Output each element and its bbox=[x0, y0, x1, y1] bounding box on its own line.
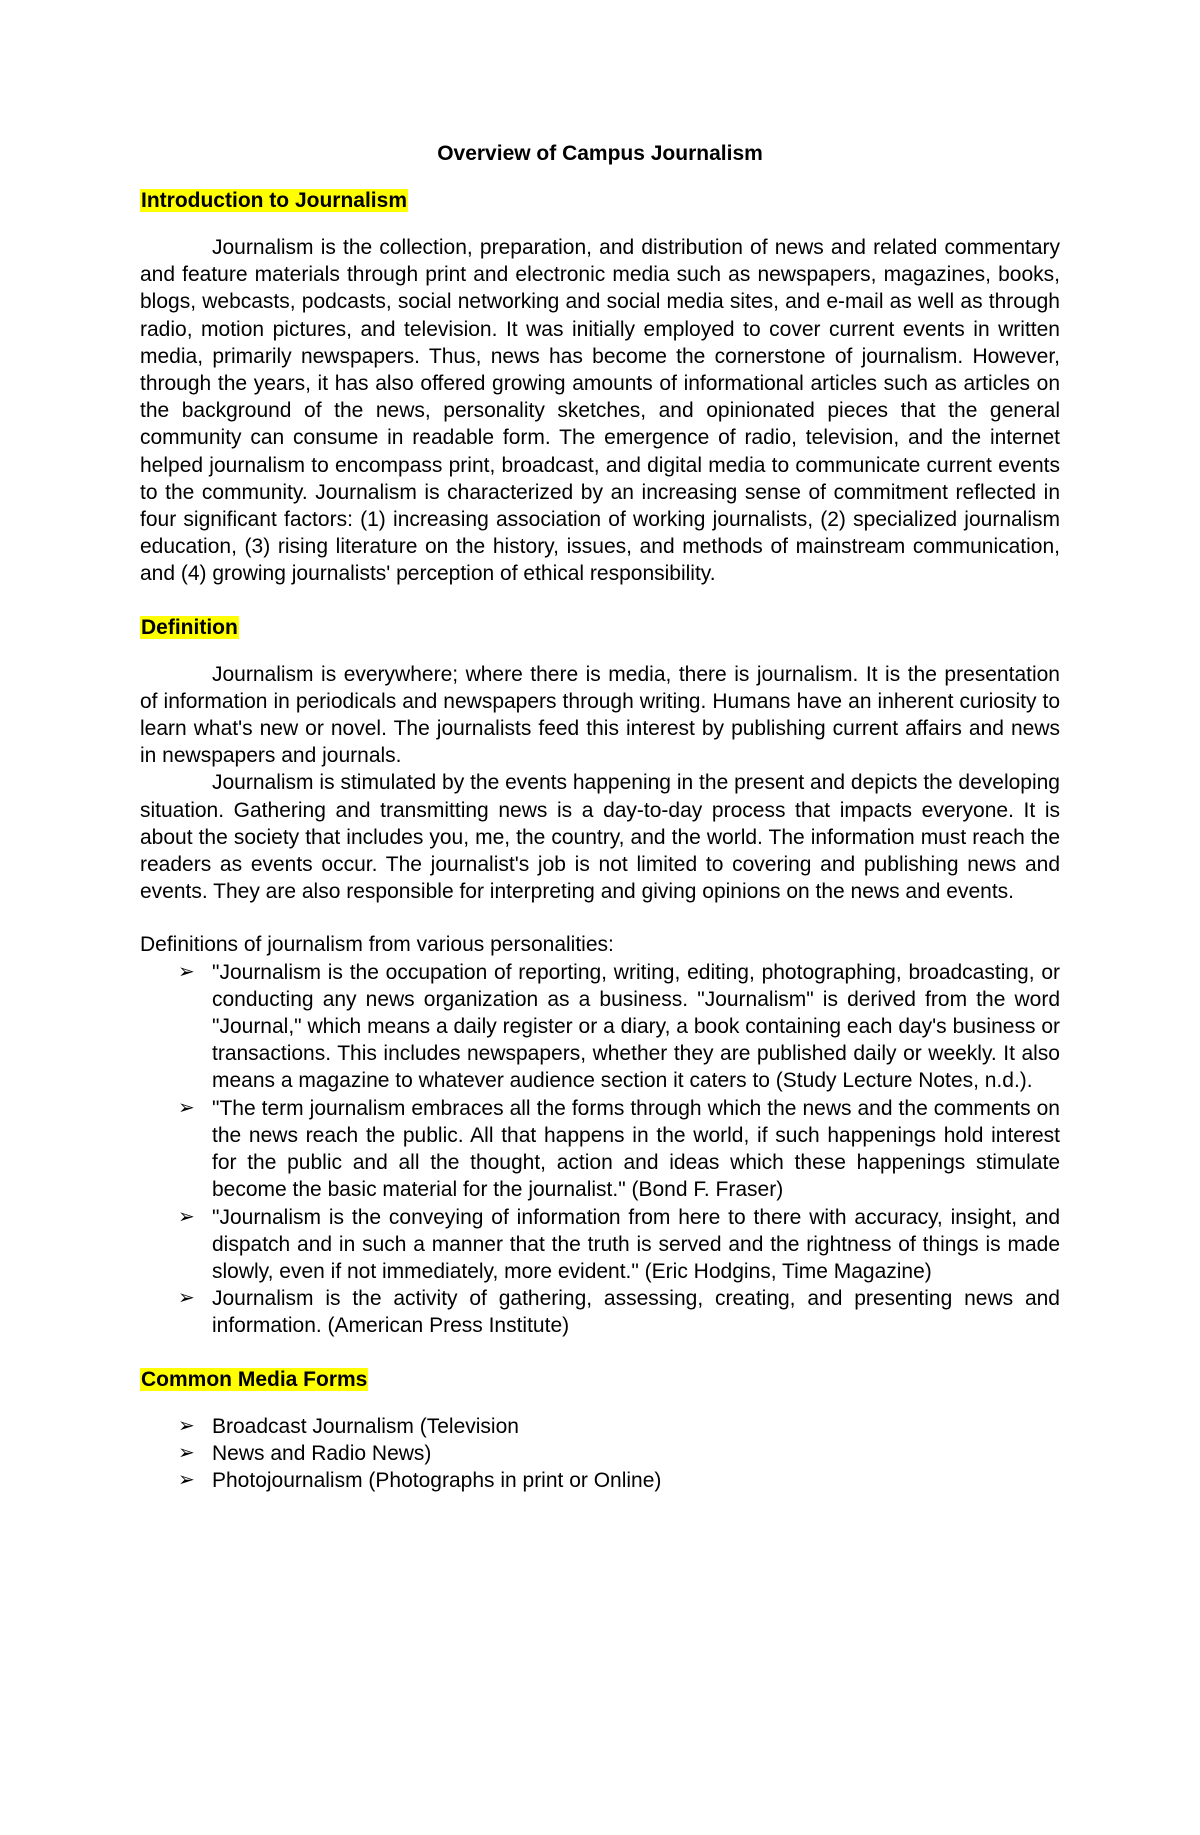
definitions-list bbox=[140, 959, 1060, 1340]
quote-text: "Journalism is the occupation of reporting, writing, editing, photographing, broadcasting, or conducting any news organization as a business. "Journalism" is derived from the word "Journal," which means a daily register or a diary, a book containing each day's business or transactions. This includes newspapers, whether they are published daily or weekly. It also means a magazine to whatever audience section it caters to (Study Lecture Notes, n.d.). bbox=[212, 960, 1060, 1093]
heading-highlight: Common Media Forms bbox=[141, 1367, 368, 1391]
arrow-bullet-icon: ➢ bbox=[178, 960, 195, 983]
media-forms-list bbox=[140, 1413, 1060, 1495]
list-item bbox=[178, 1095, 1060, 1204]
definition-paragraph-2: Journalism is stimulated by the events happening in the present and depicts the developing situation. Gathering and transmitting news is a day-to-day process that impacts everyone. It is about the society that includes you, me, the country, and the world. The information must reach the readers as events occur. The journalist's job is not limited to covering and publishing news and events. They are also responsible for interpreting and giving opinions on the news and events. bbox=[140, 771, 1060, 904]
arrow-bullet-icon: ➢ bbox=[178, 1096, 195, 1119]
list-item bbox=[178, 959, 1060, 1095]
media-form-text: News and Radio News) bbox=[212, 1441, 432, 1465]
quote-text: "The term journalism embraces all the forms through which the news and the comments on the news reach the public. All that happens in the world, if such happenings hold interest for the public and all the thought, action and ideas which these happenings stimulate become the basic material for the journalist." (Bond F. Fraser) bbox=[212, 1096, 1060, 1202]
heading-highlight: Definition bbox=[141, 615, 238, 639]
arrow-bullet-icon: ➢ bbox=[178, 1414, 195, 1437]
media-form-text: Broadcast Journalism (Television bbox=[212, 1414, 519, 1438]
section-heading-media-forms bbox=[140, 1366, 1060, 1393]
arrow-bullet-icon: ➢ bbox=[178, 1287, 195, 1310]
heading-highlight: Introduction to Journalism bbox=[141, 189, 407, 212]
arrow-bullet-icon: ➢ bbox=[178, 1205, 195, 1228]
section-heading-definition bbox=[140, 614, 1060, 641]
arrow-bullet-icon: ➢ bbox=[178, 1441, 195, 1464]
quote-text: Journalism is the activity of gathering, assessing, creating, and presenting news and information. (American Press Institute) bbox=[212, 1287, 1060, 1338]
section-heading-introduction bbox=[140, 187, 1060, 214]
page-title: Overview of Campus Journalism bbox=[437, 142, 763, 165]
list-item bbox=[178, 1285, 1060, 1339]
arrow-bullet-icon: ➢ bbox=[178, 1468, 195, 1491]
introduction-paragraph: Journalism is the collection, preparation, and distribution of news and related commentary and feature materials through print and electronic media such as newspapers, magazines, books, blogs, webcasts, podcasts, social networking and social media sites, and e-mail as well as through radio, motion pictures, and television. It was initially employed to cover current events in written media, primarily newspapers. Thus, news has become the cornerstone of journalism. However, through the years, it has also offered growing amounts of informational articles such as articles on the background of the news, personality sketches, and opinionated pieces that the general community can consume in readable form. The emergence of radio, television, and the internet helped journalism to encompass print, broadcast, and digital media to communicate current events to the community. Journalism is characterized by an increasing sense of commitment reflected in four significant factors: (1) increasing association of working journalists, (2) specialized journalism education, (3) rising literature on the history, issues, and methods of mainstream communication, and (4) growing journalists' perception of ethical responsibility. bbox=[140, 236, 1060, 586]
list-item bbox=[178, 1467, 1060, 1494]
list-item bbox=[178, 1413, 1060, 1440]
list-item bbox=[178, 1204, 1060, 1286]
list-item bbox=[178, 1440, 1060, 1467]
definitions-list-intro: Definitions of journalism from various personalities: bbox=[140, 933, 614, 957]
media-form-text: Photojournalism (Photographs in print or Online) bbox=[212, 1468, 662, 1492]
quote-text: "Journalism is the conveying of information from here to there with accuracy, insight, and dispatch and in such a manner that the truth is served and the rightness of things is made slowly, even if not immediately, more evident." (Eric Hodgins, Time Magazine) bbox=[212, 1205, 1060, 1283]
definition-paragraph-1: Journalism is everywhere; where there is media, there is journalism. It is the presentation of information in periodicals and newspapers through writing. Humans have an inherent curiosity to learn what's new or novel. The journalists feed this interest by publishing current affairs and news in newspapers and journals. bbox=[140, 662, 1060, 768]
